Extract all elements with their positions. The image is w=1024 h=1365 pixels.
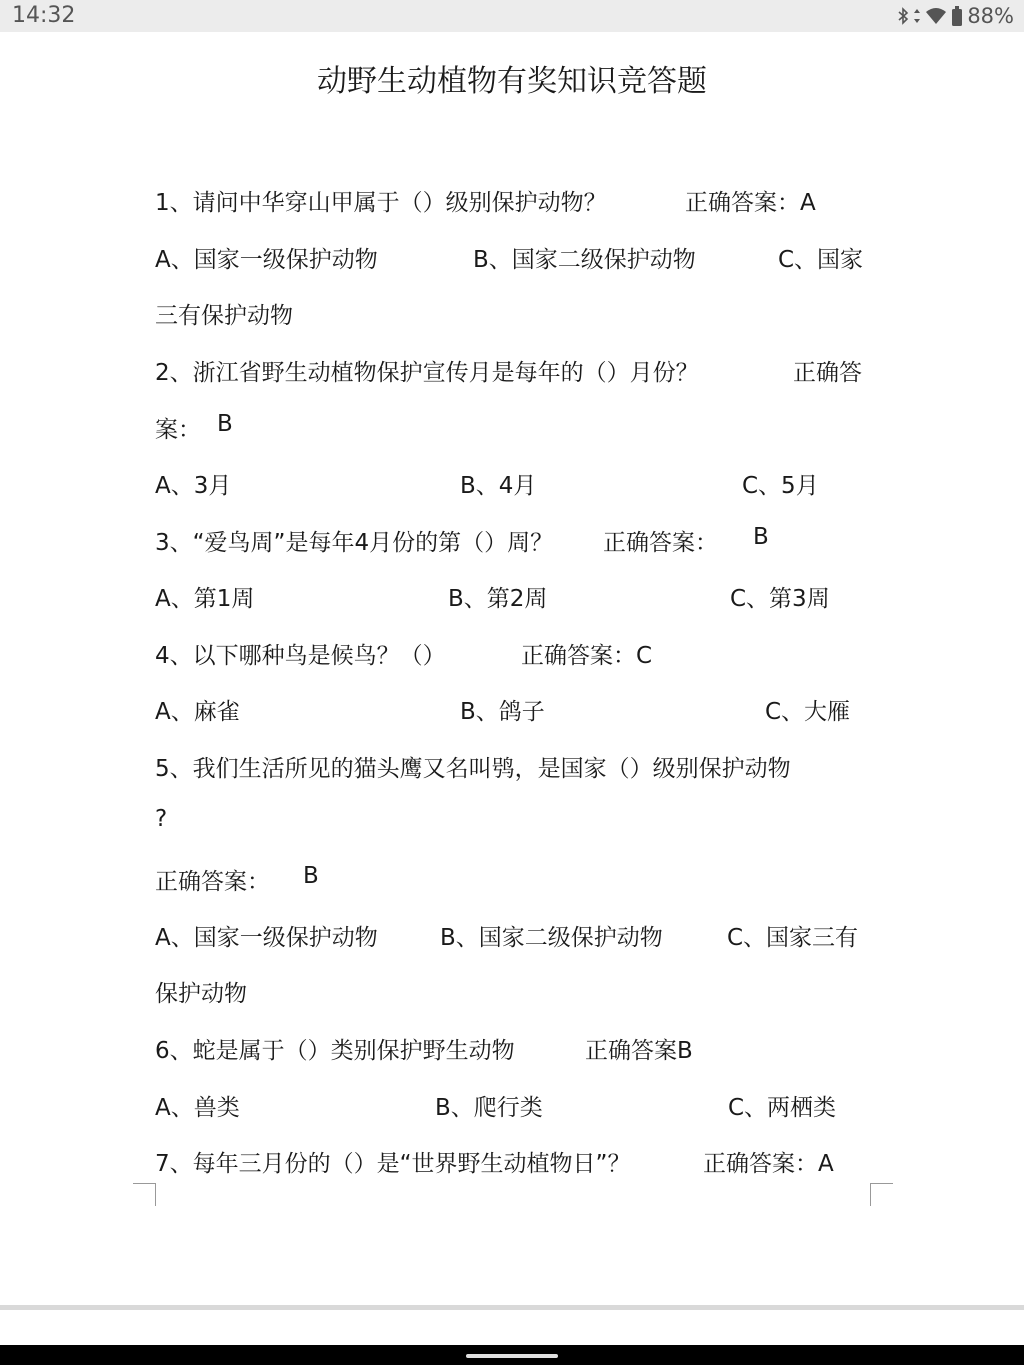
option-a: A、第1周 [155, 586, 255, 612]
option-a: A、国家一级保护动物 [155, 247, 378, 273]
question-text: 5、我们生活所见的猫头鹰又名叫鸮，是国家（）级别保护动物 [155, 756, 791, 782]
option-a: A、兽类 [155, 1095, 240, 1121]
question-text: 2、浙江省野生动植物保护宣传月是每年的（）月份？ [155, 360, 699, 386]
status-time: 14:32 [12, 3, 76, 28]
option-c: C、国家三有 [727, 925, 859, 951]
option-c: C、大雁 [765, 699, 851, 725]
page-margin-corner-left [133, 1183, 156, 1206]
answer-value: B [217, 411, 233, 437]
option-b: B、鸽子 [460, 699, 545, 725]
option-c-cont: 三有保护动物 [155, 303, 293, 329]
answer-text: 正确答 [793, 360, 862, 386]
option-c: C、5月 [742, 473, 819, 499]
wifi-icon [925, 7, 947, 25]
battery-icon [951, 6, 963, 26]
battery-percent: 88% [967, 4, 1014, 28]
status-icons [897, 3, 1014, 29]
answer-text: 正确答案：A [685, 190, 816, 216]
option-a: A、麻雀 [155, 699, 240, 725]
question-text: 7、每年三月份的（）是“世界野生动植物日”？ [155, 1151, 631, 1177]
answer-text: 正确答案： [155, 869, 270, 895]
option-b: B、4月 [460, 473, 537, 499]
question-text: 6、蛇是属于（）类别保护野生动物 [155, 1038, 515, 1064]
option-a: A、国家一级保护动物 [155, 925, 378, 951]
home-gesture-handle[interactable] [466, 1354, 558, 1358]
option-a: A、3月 [155, 473, 232, 499]
answer-value: B [753, 524, 769, 550]
data-arrows-icon [913, 7, 921, 25]
page-margin-corner-right [870, 1183, 893, 1206]
answer-text: 正确答案： [603, 530, 718, 556]
answer-value: B [303, 863, 319, 889]
question-text: 4、以下哪种鸟是候鸟？（） [155, 643, 446, 669]
document-title: 动野生动植物有奖知识竞答题 [317, 64, 707, 99]
bluetooth-icon [897, 7, 909, 25]
status-bar [0, 0, 1024, 32]
question-text: 1、请问中华穿山甲属于（）级别保护动物？ [155, 190, 607, 216]
option-c: C、第3周 [730, 586, 830, 612]
question-text-cont: ? [155, 806, 168, 832]
option-b: B、国家二级保护动物 [473, 247, 696, 273]
answer-text: 正确答案：A [703, 1151, 834, 1177]
answer-text: 正确答案B [585, 1038, 693, 1064]
option-b: B、国家二级保护动物 [440, 925, 663, 951]
option-c: C、两栖类 [728, 1095, 837, 1121]
answer-text-cont: 案： [155, 417, 201, 443]
option-c: C、国家 [778, 247, 864, 273]
option-b: B、爬行类 [435, 1095, 543, 1121]
option-b: B、第2周 [448, 586, 548, 612]
answer-text: 正确答案：C [521, 643, 653, 669]
page-separator [0, 1305, 1024, 1310]
question-text: 3、“爱鸟周”是每年4月份的第（）周？ [155, 530, 554, 556]
option-c-cont: 保护动物 [155, 981, 247, 1007]
